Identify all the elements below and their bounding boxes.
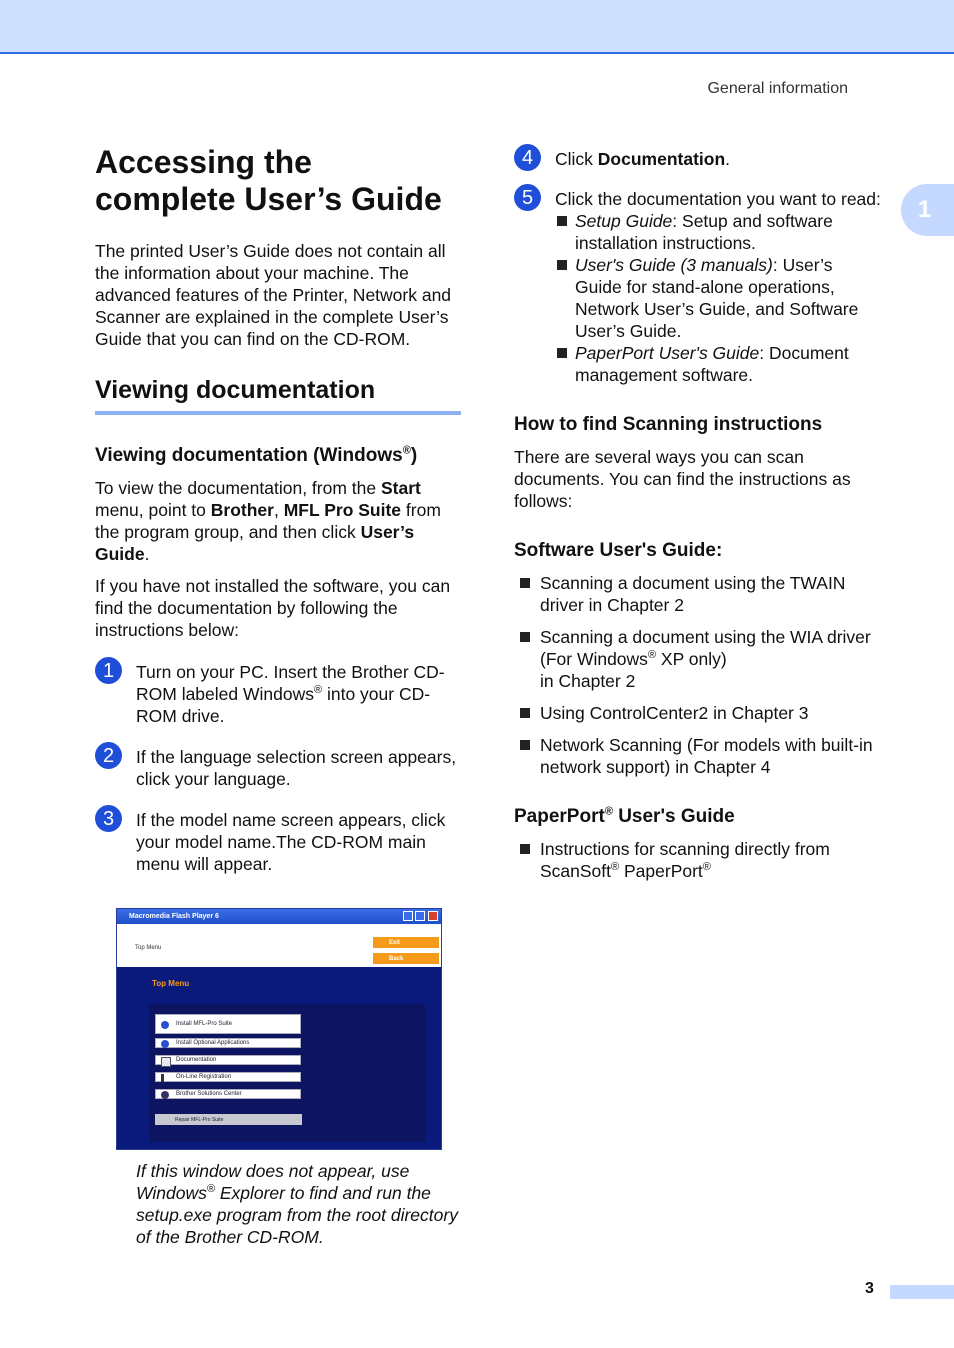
menu-item: Install MFL-Pro Suite [155, 1014, 301, 1034]
subsection-heading: Viewing documentation (Windows®) [95, 444, 418, 466]
step-number-1: 1 [95, 657, 122, 684]
window-titlebar: Macromedia Flash Player 6 [117, 909, 441, 924]
not-installed-paragraph: If you have not installed the software, you can find the documentation by following the instructions below: [95, 576, 451, 640]
minimize-icon [403, 911, 413, 921]
doc-item: Setup Guide: Setup and software installation instructions. [555, 210, 884, 254]
step-4: 4 Click Documentation. [514, 148, 884, 170]
top-band [0, 0, 954, 54]
list-item: Scanning a document using the WIA driver (For Windows® XP only) in Chapter 2 [514, 626, 884, 692]
cd-rom-menu-screenshot [116, 908, 442, 1150]
running-header: General information [707, 80, 848, 97]
scanning-heading: How to find Scanning instructions [514, 414, 823, 435]
left-column [95, 144, 461, 875]
repair-item: Repair MFL-Pro Suite [155, 1114, 302, 1125]
menu-item: On-Line Registration [155, 1072, 301, 1082]
globe-icon [161, 1021, 169, 1029]
step-number-5: 5 [514, 184, 541, 211]
menu-item: Documentation [155, 1055, 301, 1065]
page-number-bar [890, 1285, 954, 1299]
menu-item: Brother Solutions Center [155, 1089, 301, 1099]
document-icon [161, 1057, 171, 1067]
list-item: Instructions for scanning directly from ScanSoft® PaperPort® [514, 838, 884, 882]
globe-icon [161, 1040, 169, 1048]
step-number-2: 2 [95, 742, 122, 769]
page-title: Accessing the complete User’s Guide [95, 144, 442, 217]
page-number: 3 [865, 1280, 874, 1297]
list-item: Using ControlCenter2 in Chapter 3 [514, 702, 884, 724]
menu-title: Top Menu [152, 979, 190, 988]
scanning-intro: There are several ways you can scan documents. You can find the instructions as follows: [514, 447, 851, 511]
hook-icon [161, 1091, 169, 1099]
right-column [514, 144, 884, 882]
menu-panel [149, 1004, 425, 1142]
maximize-icon [415, 911, 425, 921]
step-number-4: 4 [514, 144, 541, 171]
list-item: Network Scanning (For models with built-in network support) in Chapter 4 [514, 734, 884, 778]
doc-item: User's Guide (3 manuals): User’s Guide for stand-alone operations, Network User’s Guide, and Software User’s Guide. [555, 254, 884, 342]
note-text: If this window does not appear, use Windows® Explorer to find and run the setup.exe program from the root directory of the Brother CD-ROM. [136, 1161, 458, 1247]
doc-item: PaperPort User's Guide: Document management software. [555, 342, 884, 386]
step-1: 1 Turn on your PC. Insert the Brother CD-ROM labeled Windows® into your CD-ROM drive. [95, 661, 461, 727]
paperport-heading: PaperPort® User's Guide [514, 805, 735, 827]
exit-button: Exit [373, 937, 439, 948]
step-5: 5 Click the documentation you want to read: Setup Guide: Setup and software installation instructions. User's Guide (3 manuals): User’s Guide for stand-alone operations, Network User’s Guide, and Software User’s Guide. PaperPort User's Guide: Document management software. [514, 188, 884, 386]
menu-item: Install Optional Applications [155, 1038, 301, 1048]
back-button: Back [373, 953, 439, 964]
view-instructions: To view the documentation, from the Start menu, point to Brother, MFL Pro Suite from the program group, and then click User’s Guide. [95, 478, 441, 564]
intro-paragraph: The printed User’s Guide does not contain all the information about your machine. The advanced features of the Printer, Network and Scanner are explained in the complete User’s Guide that you can find on the CD-ROM. [95, 241, 452, 349]
pen-icon [161, 1074, 164, 1082]
software-guide-heading: Software User's Guide: [514, 540, 723, 561]
close-icon [428, 911, 438, 921]
list-item: Scanning a document using the TWAIN driver in Chapter 2 [514, 572, 884, 616]
step-number-3: 3 [95, 805, 122, 832]
breadcrumb: Top Menu [135, 945, 162, 951]
chapter-tab: 1 [901, 184, 954, 236]
section-heading: Viewing documentation [95, 376, 461, 415]
step-2: 2 If the language selection screen appears, click your language. [95, 746, 461, 790]
step-3: 3 If the model name screen appears, click your model name.The CD-ROM main menu will appear. [95, 809, 461, 875]
